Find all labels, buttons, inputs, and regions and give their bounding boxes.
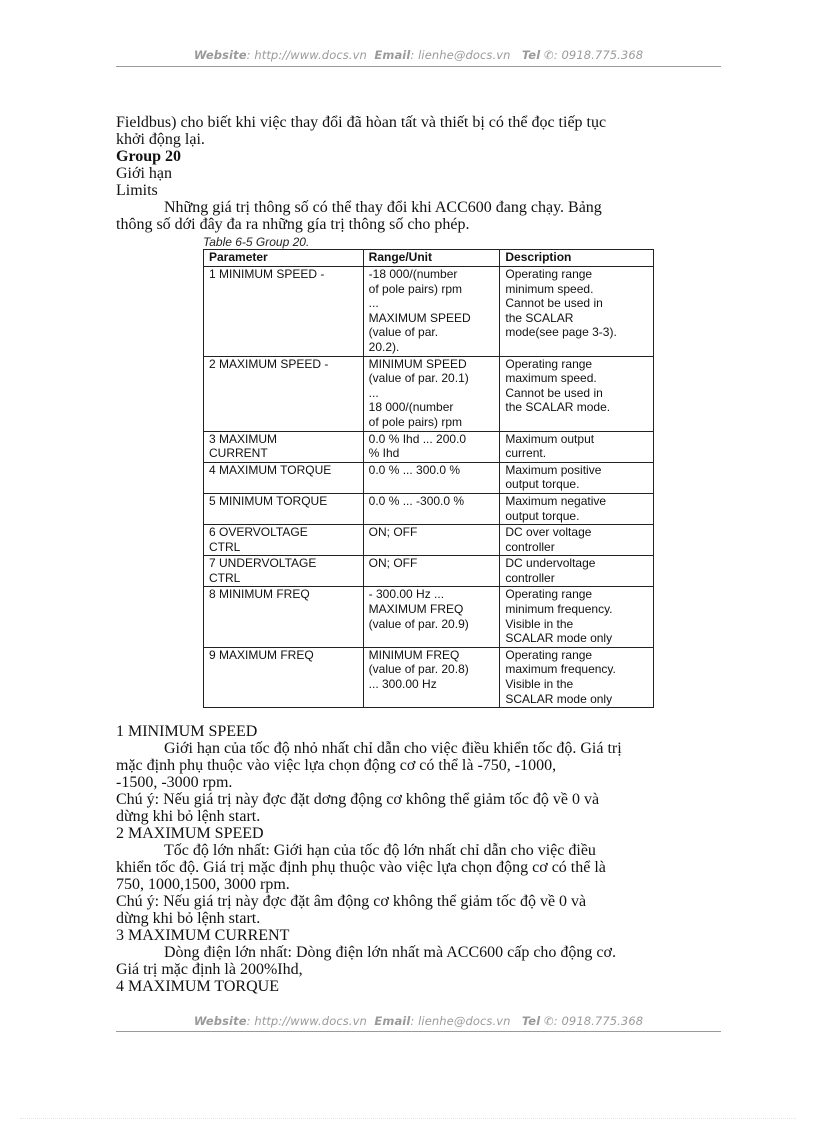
page-header	[116, 48, 721, 62]
paragraph-line: Dòng điện lớn nhất: Dòng điện lớn nhất mà ACC600 cấp cho động cơ.	[164, 944, 616, 961]
footer-email-value: : lienhe@docs.vn	[410, 1014, 511, 1028]
cell-text: - 300.00 Hz ...	[368, 587, 445, 602]
description-cell	[500, 647, 654, 707]
cell-text: Maximum positive	[505, 462, 602, 477]
cell-text: MINIMUM FREQ	[368, 647, 460, 662]
paragraph-line: khiển tốc độ. Giá trị mặc định phụ thuộc vào việc lựa chọn động cơ có thể là	[116, 859, 606, 876]
table-row	[204, 587, 654, 647]
cell-text: mode(see page 3-3).	[505, 325, 617, 340]
cell-text: output torque.	[505, 477, 580, 492]
cell-text: MAXIMUM SPEED	[368, 310, 471, 325]
cell-text: minimum speed.	[505, 281, 594, 296]
cell-text: (value of par. 20.9)	[368, 616, 469, 631]
parameter-table	[203, 249, 654, 708]
table-row	[204, 647, 654, 707]
column-header: Range/Unit	[363, 250, 500, 267]
column-header: Parameter	[204, 250, 364, 267]
footer-tel-value: : 0918.775.368	[553, 1014, 644, 1028]
cell-text: MAXIMUM FREQ	[368, 602, 464, 617]
parameter-cell	[204, 356, 364, 431]
range-cell	[363, 431, 500, 462]
table-caption: Table 6-5 Group 20.	[203, 235, 310, 249]
parameter-cell	[204, 462, 364, 493]
footer-divider	[116, 1031, 721, 1032]
cell-text: (value of par. 20.8)	[368, 662, 469, 677]
paragraph-line: Giới hạn của tốc độ nhỏ nhất chỉ dẫn cho việc điều khiển tốc độ. Giá trị	[164, 740, 622, 757]
cell-text: DC undervoltage	[505, 556, 596, 571]
cell-text: 3 MAXIMUM	[209, 431, 278, 446]
parameter-cell	[204, 493, 364, 524]
cell-text: SCALAR mode only	[505, 631, 613, 646]
cell-text: Operating range	[505, 587, 593, 602]
cell-text: of pole pairs) rpm	[368, 414, 463, 429]
page-edge-divider	[20, 1118, 796, 1119]
paragraph-line: thông số dới đây đa ra những gía trị thông số cho phép.	[116, 216, 470, 233]
cell-text: SCALAR mode only	[505, 691, 613, 706]
footer-email-label: Email	[374, 1014, 411, 1028]
description-cell	[500, 493, 654, 524]
range-cell	[363, 462, 500, 493]
header-divider	[116, 66, 721, 67]
cell-text: 5 MINIMUM TORQUE	[209, 493, 328, 508]
cell-text: CURRENT	[209, 446, 268, 461]
cell-text: the SCALAR	[505, 310, 574, 325]
intro-line: khởi động lại.	[116, 131, 205, 148]
page-footer	[116, 1014, 721, 1028]
footer-tel-label: Tel	[521, 1014, 541, 1028]
cell-text: MINIMUM SPEED	[368, 356, 467, 371]
section-title: 1 MINIMUM SPEED	[116, 723, 258, 740]
table-row	[204, 462, 654, 493]
cell-text: Cannot be used in	[505, 296, 603, 311]
parameter-cell	[204, 525, 364, 556]
footer-website-url: : http://www.docs.vn	[246, 1014, 367, 1028]
description-cell	[500, 267, 654, 357]
table-row	[204, 493, 654, 524]
cell-text: ... 300.00 Hz	[368, 677, 437, 692]
paragraph-line: -1500, -3000 rpm.	[116, 774, 233, 791]
table-row	[204, 356, 654, 431]
intro-block	[116, 114, 718, 233]
description-cell	[500, 356, 654, 431]
cell-text: Visible in the	[505, 616, 574, 631]
range-cell	[363, 493, 500, 524]
note-line: dừng khi bỏ lệnh start.	[116, 808, 261, 825]
parameter-cell	[204, 647, 364, 707]
parameter-cell	[204, 267, 364, 357]
cell-text: Visible in the	[505, 677, 574, 692]
header-website-url: : http://www.docs.vn	[246, 48, 367, 62]
range-cell	[363, 356, 500, 431]
range-cell	[363, 556, 500, 587]
cell-text: -18 000/(number	[368, 267, 458, 281]
table-header-row	[204, 250, 654, 267]
cell-text: Operating range	[505, 356, 593, 371]
lower-sections	[116, 723, 718, 995]
cell-text: 18 000/(number	[368, 400, 454, 415]
cell-text: 0.0 % Ihd ... 200.0	[368, 431, 467, 446]
paragraph-line: Giá trị mặc định là 200%Ihd,	[116, 961, 303, 978]
cell-text: maximum frequency.	[505, 662, 616, 677]
range-cell	[363, 647, 500, 707]
paragraph-line: Tốc độ lớn nhất: Giới hạn của tốc độ lớn nhất chỉ dẫn cho việc điều	[164, 842, 596, 859]
cell-text: 1 MINIMUM SPEED -	[209, 267, 325, 281]
phone-icon: ✆	[544, 48, 554, 62]
table-row	[204, 267, 654, 357]
table-body	[204, 267, 654, 708]
cell-text: % Ihd	[368, 446, 400, 461]
cell-text: Operating range	[505, 647, 593, 662]
cell-text: 6 OVERVOLTAGE	[209, 525, 308, 540]
description-cell	[500, 431, 654, 462]
cell-text: Cannot be used in	[505, 385, 603, 400]
cell-text: ...	[368, 296, 379, 311]
header-website-label: Website	[193, 48, 247, 62]
cell-text: 7 UNDERVOLTAGE	[209, 556, 317, 571]
section-heading-en: Limits	[116, 182, 158, 199]
paragraph-line: 750, 1000,1500, 3000 rpm.	[116, 876, 290, 893]
cell-text: CTRL	[209, 570, 241, 585]
parameter-cell	[204, 431, 364, 462]
cell-text: CTRL	[209, 539, 241, 554]
cell-text: ON; OFF	[368, 525, 418, 540]
cell-text: current.	[505, 446, 547, 461]
cell-text: 9 MAXIMUM FREQ	[209, 647, 314, 662]
cell-text: Operating range	[505, 267, 593, 281]
cell-text: (value of par. 20.1)	[368, 371, 469, 386]
cell-text: ON; OFF	[368, 556, 418, 571]
header-tel-value: : 0918.775.368	[553, 48, 644, 62]
description-cell	[500, 587, 654, 647]
section-heading-vi: Giới hạn	[116, 165, 173, 182]
cell-text: 0.0 % ... -300.0 %	[368, 493, 465, 508]
range-cell	[363, 267, 500, 357]
description-cell	[500, 525, 654, 556]
paragraph-line: mặc định phụ thuộc vào việc lựa chọn động cơ có thể là -750, -1000,	[116, 757, 557, 774]
description-cell	[500, 462, 654, 493]
table-row	[204, 556, 654, 587]
paragraph-line: Những giá trị thông số có thể thay đổi khi ACC600 đang chạy. Bảng	[164, 199, 602, 216]
cell-text: the SCALAR mode.	[505, 400, 611, 415]
intro-line: Fieldbus) cho biết khi việc thay đổi đã hòan tất và thiết bị có thể đọc tiếp tục	[116, 114, 607, 131]
cell-text: Maximum output	[505, 431, 595, 446]
column-header: Description	[500, 250, 654, 267]
cell-text: (value of par.	[368, 325, 439, 340]
phone-icon: ✆	[544, 1014, 554, 1028]
range-cell	[363, 525, 500, 556]
note-line: Chú ý: Nếu giá trị này đợc đặt âm động cơ không thể giảm tốc độ về 0 và	[116, 893, 587, 910]
cell-text: ...	[368, 385, 379, 400]
parameter-cell	[204, 587, 364, 647]
cell-text: 4 MAXIMUM TORQUE	[209, 462, 332, 477]
description-cell	[500, 556, 654, 587]
cell-text: controller	[505, 570, 555, 585]
section-title: 3 MAXIMUM CURRENT	[116, 927, 290, 944]
cell-text: minimum frequency.	[505, 602, 613, 617]
section-title: 4 MAXIMUM TORQUE	[116, 978, 279, 995]
cell-text: Maximum negative	[505, 493, 607, 508]
parameter-cell	[204, 556, 364, 587]
cell-text: maximum speed.	[505, 371, 597, 386]
cell-text: 0.0 % ... 300.0 %	[368, 462, 461, 477]
cell-text: output torque.	[505, 508, 580, 523]
header-email-value: : lienhe@docs.vn	[410, 48, 511, 62]
table-row	[204, 525, 654, 556]
cell-text: of pole pairs) rpm	[368, 281, 463, 296]
header-email-label: Email	[374, 48, 411, 62]
section-title: 2 MAXIMUM SPEED	[116, 825, 264, 842]
table-row	[204, 431, 654, 462]
footer-website-label: Website	[193, 1014, 247, 1028]
cell-text: 8 MINIMUM FREQ	[209, 587, 310, 602]
note-line: Chú ý: Nếu giá trị này đợc đặt dơng động cơ không thể giảm tốc độ về 0 và	[116, 791, 600, 808]
cell-text: DC over voltage	[505, 525, 592, 540]
header-tel-label: Tel	[521, 48, 541, 62]
note-line: dừng khi bỏ lệnh start.	[116, 910, 261, 927]
cell-text: controller	[505, 539, 555, 554]
cell-text: 20.2).	[368, 339, 400, 354]
cell-text: 2 MAXIMUM SPEED -	[209, 356, 329, 371]
range-cell	[363, 587, 500, 647]
group-title: Group 20	[116, 148, 182, 165]
